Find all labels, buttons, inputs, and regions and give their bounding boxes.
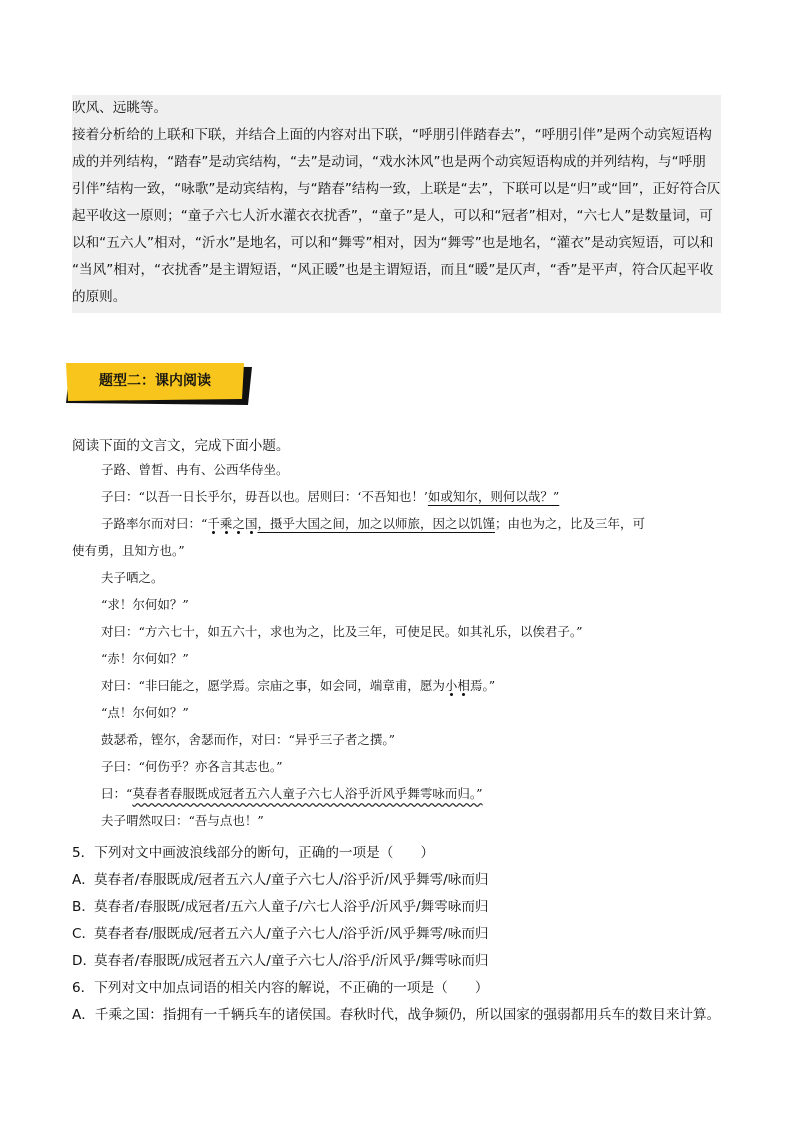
text-span: 子曰：“以吾一日长乎尔，毋吾以也。居则曰：‘不吾知也！’: [101, 489, 428, 504]
text-span: 焉。”: [469, 678, 496, 693]
option-letter: D．: [72, 953, 97, 969]
text-paragraph: “点！尔何如？”: [101, 705, 189, 720]
reading-instruction: 阅读下面的文言文，完成下面小题。: [72, 438, 290, 454]
answer-line: 的原则。: [72, 289, 127, 305]
question-option: [72, 867, 732, 894]
answer-line: 成的并列结构，“踏春”是动宾结构，“去”是动词，“戏水沐风”也是两个动宾短语构成的并列结构，与“呼朋: [72, 154, 706, 170]
underlined-text: ，摄乎大国之间，加之以师旅，因之以饥馑: [257, 516, 495, 531]
question-option: A．千乘之国：指拥有一千辆兵车的诸侯国。春秋时代，战争频仍，所以国家的强弱都用兵车的数目来计算。: [72, 1007, 721, 1023]
text-paragraph: 子路、曾皙、冉有、公西华侍坐。: [101, 462, 289, 477]
answer-line: “当风”相对，“衣扰香”是主谓短语，“风正暖”也是主谓短语，而且“暖”是仄声，“香”是平声，符合仄起平收: [72, 262, 714, 278]
text-paragraph: 鼓瑟希，铿尔，舍瑟而作，对曰：“异乎三子者之撰。”: [101, 732, 396, 747]
question-option: [72, 948, 732, 975]
text-paragraph: [72, 672, 722, 699]
dotted-char: 乘: [219, 516, 233, 531]
question-option: [72, 894, 732, 921]
text-paragraph: [72, 780, 722, 807]
text-paragraph: 夫子哂之。: [101, 570, 164, 585]
dotted-char: 国: [244, 516, 258, 531]
option-text: 莫春者/春服既/成冠者五六人/童子六七人/浴乎/沂风乎/舞雩咏而归: [94, 953, 489, 969]
dotted-char: 相: [457, 678, 470, 693]
text-paragraph: [72, 483, 722, 510]
option-letter: C．: [72, 926, 96, 942]
question-option: [72, 921, 732, 948]
dotted-char: 小: [444, 678, 458, 693]
answer-line: 起平收这一原则；“童子六七人沂水灌衣衣扰香”，“童子”是人，可以和“冠者”相对，“六七人”是数量词，可: [72, 208, 713, 224]
text-span: 子路率尔而对曰：“: [101, 516, 208, 531]
text-paragraph: 使有勇，且知方也。”: [72, 543, 185, 558]
answer-explanation-box: [72, 95, 721, 313]
questions-section: [72, 840, 732, 1029]
text-paragraph: 对曰：“方六七十，如五六十，求也为之，比及三年，可使足民。如其礼乐，以俟君子。”: [101, 624, 583, 639]
answer-line: 吹风、远眺等。: [72, 100, 168, 116]
dotted-char: 千: [207, 516, 220, 531]
wavy-underlined-text: 莫春者春服既成冠者五六人童子六七人浴乎沂风乎舞雩咏而归。”: [132, 786, 483, 801]
text-paragraph: [72, 510, 722, 537]
underlined-text: 如或知尔，则何以哉？”: [427, 489, 560, 504]
text-paragraph: “求！尔何如？”: [101, 597, 189, 612]
option-letter: B．: [72, 899, 95, 915]
text-span: 对曰：“非曰能之，愿学焉。宗庙之事，如会同，端章甫，愿为: [101, 678, 445, 693]
dotted-char: 之: [232, 516, 245, 531]
option-text: 莫春者春/服既成/冠者五六人/童子六七人/浴乎沂/风乎舞雩/咏而归: [94, 926, 489, 942]
option-letter: A．: [72, 872, 95, 888]
option-text: 莫春者/春服既成/冠者五六人/童子六七人/浴乎沂/风乎舞雩/咏而归: [94, 872, 489, 888]
text-span: ；由也为之，比及三年，可: [494, 516, 645, 531]
question-5: 5．下列对文中画波浪线部分的断句，正确的一项是（ ）: [72, 845, 435, 861]
text-paragraph: “赤！尔何如？”: [101, 651, 189, 666]
option-text: 莫春者/春服既/成冠者/五六人童子/六七人浴乎/沂风乎/舞雩咏而归: [94, 899, 489, 915]
answer-line: 引伴”结构一致，“咏歌”是动宾结构，与“踏春”结构一致，上联是“去”，下联可以是“归”或“回”，正好符合仄: [72, 181, 721, 197]
section-banner: [66, 363, 254, 407]
answer-line: 接着分析给的上联和下联，并结合上面的内容对出下联，“呼朋引伴踏春去”，“呼朋引伴”是两个动宾短语构: [72, 127, 712, 143]
section-title: 题型二：课内阅读: [99, 373, 211, 389]
text-paragraph: 夫子喟然叹曰：“吾与点也！”: [101, 813, 264, 828]
classical-text: [72, 456, 722, 834]
text-paragraph: 子曰：“何伤乎？亦各言其志也。”: [101, 759, 283, 774]
answer-line: 以和“五六人”相对，“沂水”是地名，可以和“舞雩”相对，因为“舞雩”也是地名，“灌衣”是动宾短语，可以和: [72, 235, 714, 251]
question-6: 6．下列对文中加点词语的相关内容的解说，不正确的一项是（ ）: [72, 980, 489, 996]
text-span: 曰：“: [101, 786, 133, 801]
